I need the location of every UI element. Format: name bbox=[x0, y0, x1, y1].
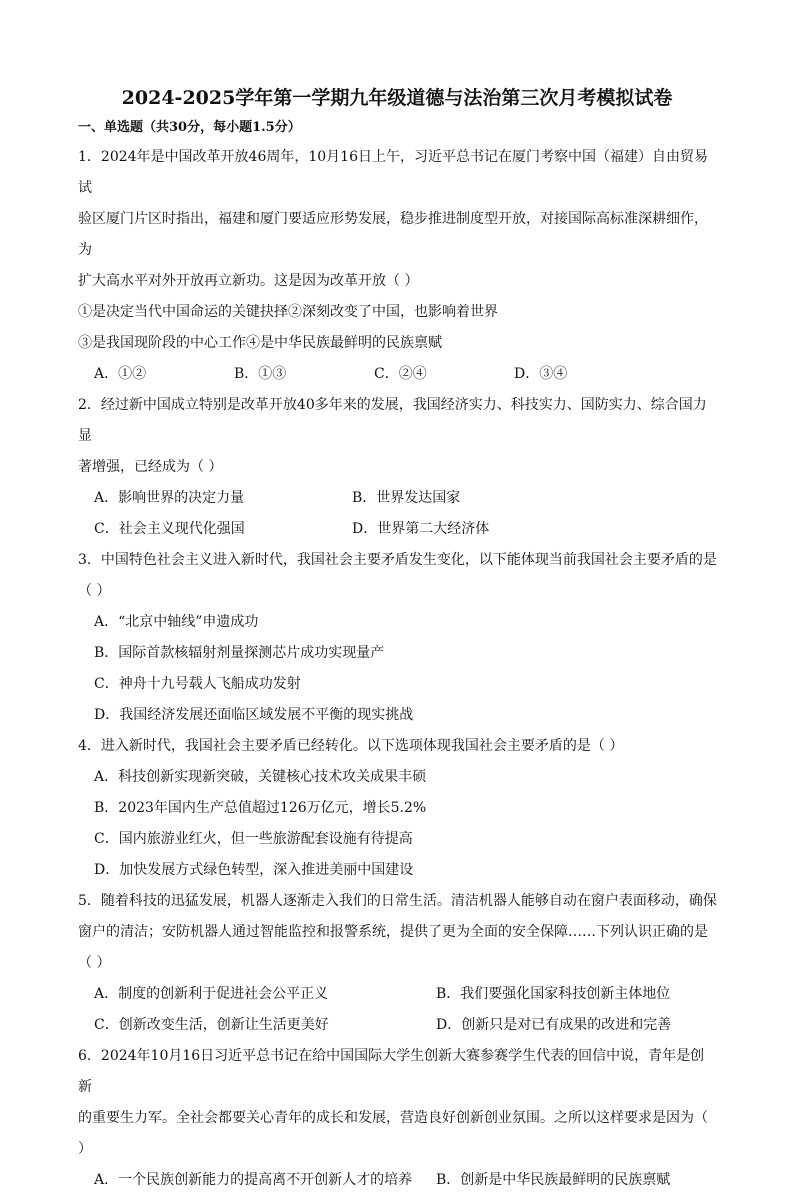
question-1-line: 1．2024年是中国改革开放46周年，10月16日上午，习近平总书记在厦门考察中国（福建）自由贸易试 bbox=[78, 149, 708, 196]
exam-title: 2024-2025学年第一学期九年级道德与法治第三次月考模拟试卷 bbox=[121, 87, 673, 109]
question-5 bbox=[78, 886, 718, 1041]
question-4-line: 4．进入新时代，我国社会主要矛盾已经转化。以下选项体现我国社会主要矛盾的是（ ） bbox=[78, 738, 624, 754]
option-b[interactable]: B．我们要强化国家科技创新主体地位 bbox=[436, 986, 671, 1002]
question-5-options bbox=[78, 1010, 718, 1041]
option-a[interactable]: A．影响世界的决定力量 bbox=[94, 490, 245, 506]
option-d[interactable]: D．加快发展方式绿色转型，深入推进美丽中国建设 bbox=[94, 862, 414, 878]
question-1-line: 扩大高水平对外开放再立新功。这是因为改革开放（ ） bbox=[78, 273, 419, 289]
question-1-line: 验区厦门片区时指出，福建和厦门要适应形势发展，稳步推进制度型开放，对接国际高标准深耕细作，为 bbox=[78, 211, 708, 258]
option-a[interactable]: A．一个民族创新能力的提高离不开创新人才的培养 bbox=[94, 1172, 413, 1188]
question-3 bbox=[78, 545, 718, 731]
option-d[interactable]: D．③④ bbox=[514, 366, 568, 382]
option-c[interactable]: C．②④ bbox=[374, 366, 427, 382]
question-6-line: 6．2024年10月16日习近平总书记在给中国国际大学生创新大赛参赛学生代表的回信中说，青年是创新 bbox=[78, 1048, 705, 1095]
question-3-line: 3．中国特色社会主义进入新时代，我国社会主要矛盾发生变化，以下能体现当前我国社会主要矛盾的是 bbox=[78, 552, 717, 568]
question-2-options bbox=[78, 483, 718, 514]
question-1-statements: ③是我国现阶段的中心工作④是中华民族最鲜明的民族禀赋 bbox=[78, 335, 442, 351]
option-c[interactable]: C．国内旅游业红火，但一些旅游配套设施有待提高 bbox=[94, 831, 413, 847]
option-c[interactable]: C．神舟十九号载人飞船成功发射 bbox=[94, 676, 301, 692]
question-2-line: 著增强，已经成为（ ） bbox=[78, 459, 223, 475]
question-6-line: 的重要生力军。全社会都要关心青年的成长和发展，营造良好创新创业氛围。之所以这样要求是因为（ ） bbox=[78, 1110, 708, 1157]
question-3-line: （ ） bbox=[78, 583, 111, 599]
question-1-options bbox=[78, 359, 718, 390]
option-c[interactable]: C．社会主义现代化强国 bbox=[94, 521, 245, 537]
question-5-line: 窗户的清洁；安防机器人通过智能监控和报警系统，提供了更为全面的安全保障……下列认识正确的是 bbox=[78, 924, 708, 940]
question-2-line: 2．经过新中国成立特别是改革开放40多年来的发展，我国经济实力、科技实力、国防实力、综合国力显 bbox=[78, 397, 707, 444]
exam-content bbox=[78, 114, 718, 1196]
option-b[interactable]: B．创新是中华民族最鲜明的民族禀赋 bbox=[436, 1172, 671, 1188]
option-b[interactable]: B．世界发达国家 bbox=[352, 490, 461, 506]
option-b[interactable]: B．2023年国内生产总值超过126万亿元，增长5.2% bbox=[94, 800, 427, 816]
question-5-options bbox=[78, 979, 718, 1010]
option-b[interactable]: B．①③ bbox=[234, 366, 287, 382]
option-a[interactable]: A．科技创新实现新突破，关键核心技术攻关成果丰硕 bbox=[94, 769, 427, 785]
option-a[interactable]: A．①② bbox=[94, 366, 147, 382]
section-heading: 一、单选题（共30分，每小题1.5分） bbox=[78, 120, 301, 135]
question-5-line: 5．随着科技的迅猛发展，机器人逐渐走入我们的日常生活。清洁机器人能够自动在窗户表面移动，确保 bbox=[78, 893, 717, 909]
question-1 bbox=[78, 142, 718, 390]
question-5-line: （ ） bbox=[78, 955, 111, 971]
question-2 bbox=[78, 390, 718, 545]
option-d[interactable]: D．我国经济发展还面临区域发展不平衡的现实挑战 bbox=[94, 707, 414, 723]
question-6 bbox=[78, 1041, 718, 1196]
question-6-options bbox=[78, 1165, 718, 1196]
question-4 bbox=[78, 731, 718, 886]
option-d[interactable]: D．创新只是对已有成果的改进和完善 bbox=[436, 1017, 672, 1033]
option-c[interactable]: C．创新改变生活，创新让生活更美好 bbox=[94, 1017, 329, 1033]
question-1-statements: ①是决定当代中国命运的关键抉择②深刻改变了中国，也影响着世界 bbox=[78, 304, 498, 320]
option-a[interactable]: A．制度的创新利于促进社会公平正义 bbox=[94, 986, 329, 1002]
option-b[interactable]: B．国际首款核辐射剂量探测芯片成功实现量产 bbox=[94, 645, 385, 661]
option-a[interactable]: A．“北京中轴线”申遗成功 bbox=[94, 614, 259, 630]
question-2-options bbox=[78, 514, 718, 545]
option-d[interactable]: D．世界第二大经济体 bbox=[352, 521, 490, 537]
